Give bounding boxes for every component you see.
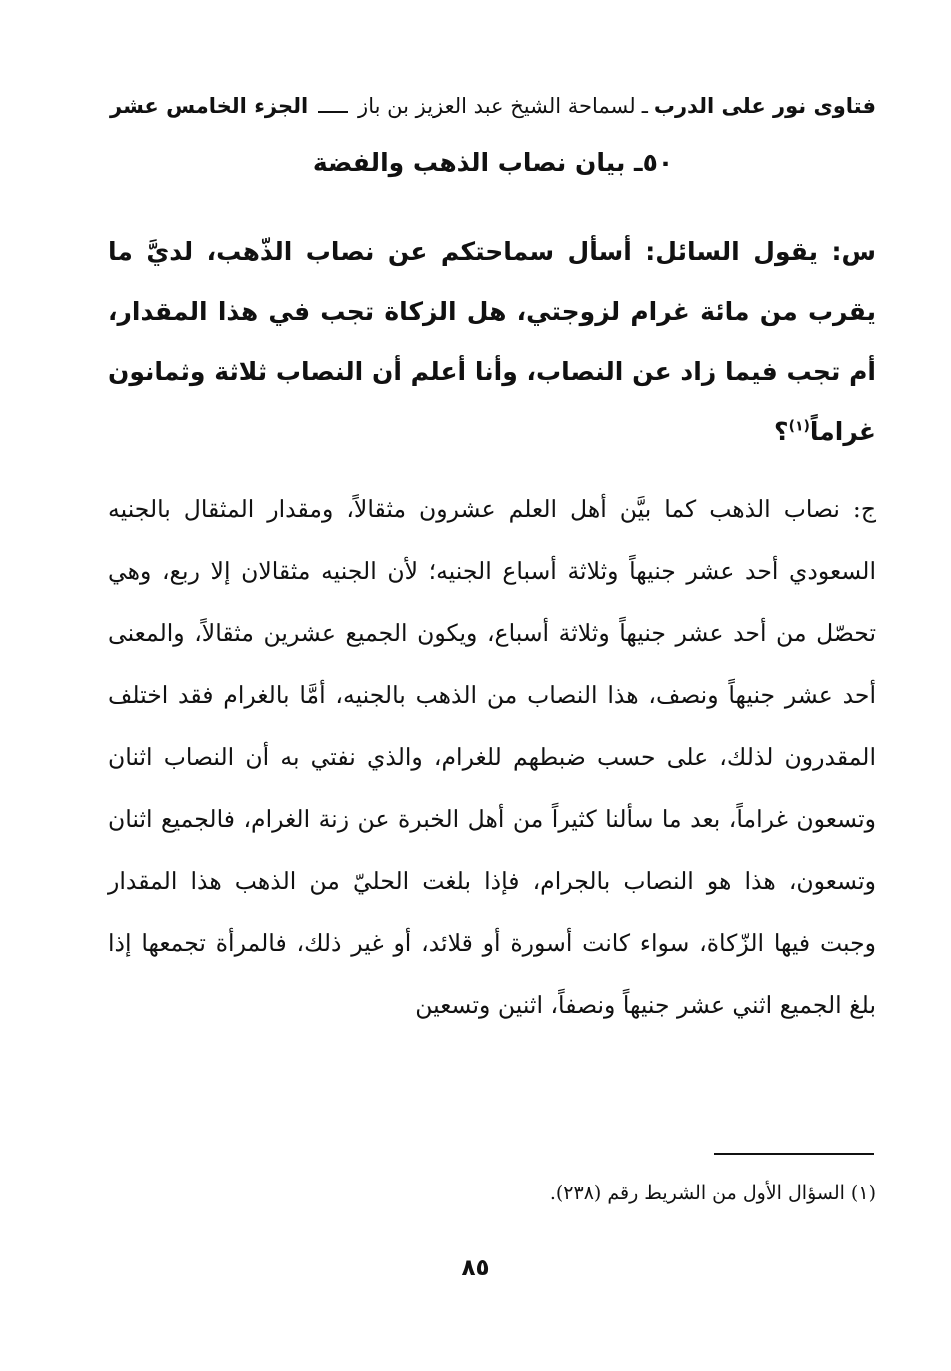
page-number: ٨٥ <box>461 1255 490 1281</box>
answer-paragraph <box>108 478 876 1036</box>
header-part: الجزء الخامس عشر <box>110 94 309 118</box>
footnote-rule <box>714 1153 874 1155</box>
question-paragraph <box>108 222 876 462</box>
header-rule <box>318 111 348 113</box>
running-header <box>110 86 876 126</box>
header-book-title: فتاوى نور على الدرب <box>653 94 876 118</box>
answer-text: ج: نصاب الذهب كما بيَّن أهل العلم عشرون مثقالاً، ومقدار المثقال بالجنيه السعودي أحد عشر جنيهاً وثلاثة أسباع الجنيه؛ لأن الجنيه مثقالان إلا ربع، وهي تحصّل من أحد عشر جنيهاً وثلاثة أسباع، ويكون الجميع عشرين مثقالاً، والمعنى أحد عشر جنيهاً ونصف، هذا النصاب من الذهب بالجنيه، أمَّا بالغرام فقد اختلف المقدرون لذلك، على حسب ضبطهم للغرام، والذي نفتي به أن النصاب اثنان وتسعون غراماً، بعد ما سألنا كثيراً من أهل الخبرة عن زنة الغرام، فالجميع اثنان وتسعون، هذا هو النصاب بالجرام، فإذا بلغت الحليّ من الذهب هذا المقدار وجبت فيها الزّكاة، سواء كانت أسورة أو قلائد، أو غير ذلك، فالمرأة تجمعها إذا بلغ الجميع اثني عشر جنيهاً ونصفاً، اثنين وتسعين <box>108 495 876 1019</box>
section-title: ٥٠ـ بيان نصاب الذهب والفضة <box>312 148 674 177</box>
question-text: س: يقول السائل: أسأل سماحتكم عن نصاب الذّهب، لديَّ ما يقرب من مائة غرام لزوجتي، هل الزكاة تجب في هذا المقدار، أم تجب فيما زاد عن النصاب، وأنا أعلم أن النصاب ثلاثة وثمانون غراماً <box>108 237 876 446</box>
header-author: لسماحة الشيخ عبد العزيز بن باز <box>358 94 636 118</box>
question-end-mark: ؟ <box>774 417 789 446</box>
footnote-marker: (١) <box>788 418 810 435</box>
footnote: (١) السؤال الأول من الشريط رقم (٢٣٨). <box>549 1182 876 1204</box>
header-dash: ـ <box>641 94 648 118</box>
